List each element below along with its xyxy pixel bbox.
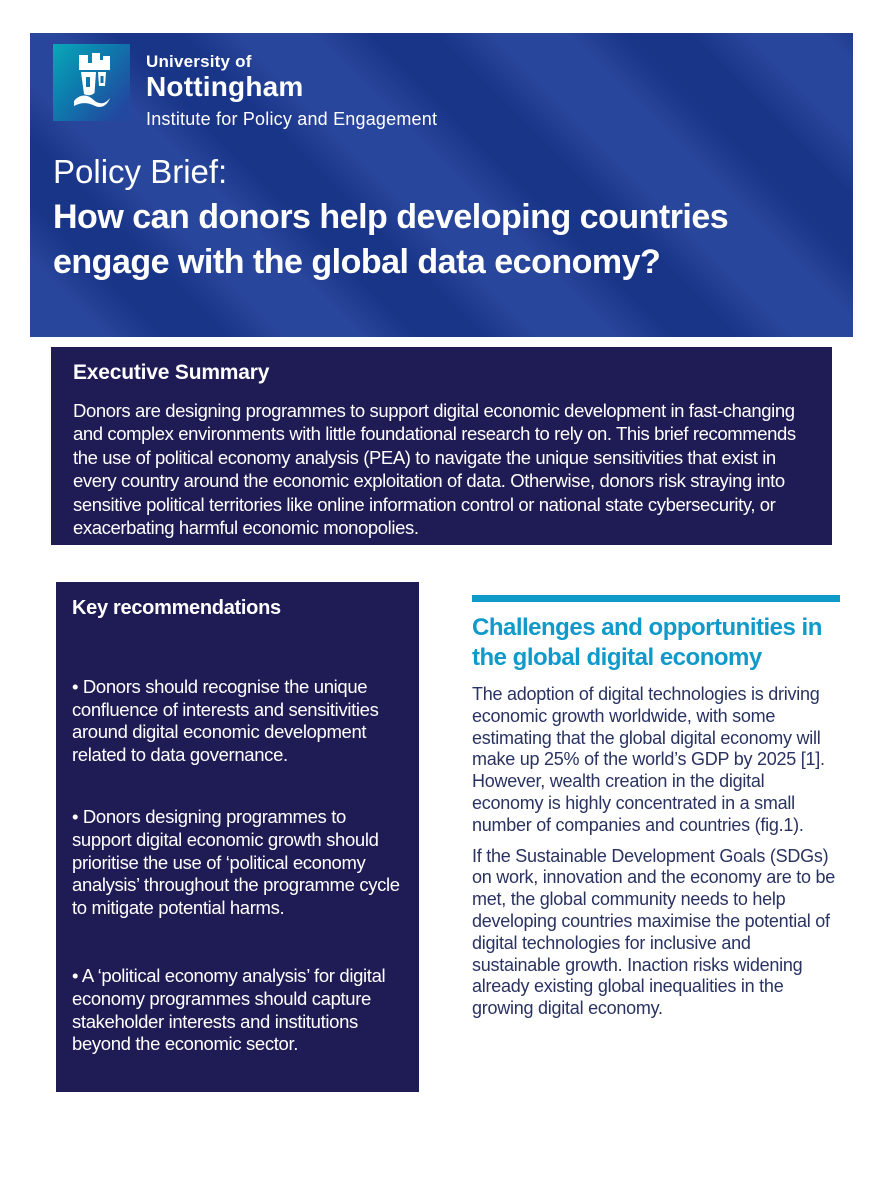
recommendation-item: • Donors should recognise the unique confluence of interests and sensitivities around digital economic development related to data governance. — [72, 676, 379, 765]
key-recommendations-box — [56, 582, 419, 1092]
header-banner — [30, 33, 853, 337]
recommendation-item: • Donors designing programmes to support digital economic growth should prioritise the use of ‘political economy analysis’ throughout the programme cycle to mitigate potential harms. — [72, 806, 400, 918]
logo-text — [146, 52, 437, 131]
challenges-paragraph: If the Sustainable Development Goals (SDGs) on work, innovation and the economy are to be met, the global community needs to help developing countries maximise the potential of digital technologies for inclusive and sustainable growth. Inaction risks widening already existing global inequalities in the growing digital economy. — [472, 845, 835, 1019]
title-line-1: How can donors help developing countries — [53, 198, 729, 236]
title-line-2: engage with the global data economy? — [53, 243, 661, 281]
title-prefix: Policy Brief: — [53, 153, 228, 190]
challenges-paragraph: The adoption of digital technologies is driving economic growth worldwide, with some estimating that the global digital economy will make up 25% of the world’s GDP by 2025 [1]. However, wealth creation in the digital economy is highly concentrated in a small number of companies and countries (fig.1). — [472, 684, 825, 835]
castle-icon — [67, 52, 117, 114]
key-recommendations-heading: Key recommendations — [72, 597, 281, 619]
challenges-heading: Challenges and opportunities in the global digital economy — [472, 614, 822, 671]
executive-summary-box — [51, 347, 832, 545]
logo-square — [53, 44, 130, 121]
recommendation-item: • A ‘political economy analysis’ for digital economy programmes should capture stakeholder interests and institutions beyond the economic sector. — [72, 965, 386, 1055]
logo-university-of: University of — [146, 52, 252, 71]
challenges-section — [472, 595, 840, 1029]
section-accent-bar — [472, 595, 840, 602]
logo-nottingham: Nottingham — [146, 71, 304, 102]
executive-summary-heading: Executive Summary — [73, 361, 270, 384]
page-title — [53, 149, 838, 285]
executive-summary-body: Donors are designing programmes to support digital economic development in fast-changing and complex environments with little foundational research to rely on. This brief recommends the use of political economy analysis (PEA) to navigate the unique sensitivities that exist in every country around the economic exploitation of data. Otherwise, donors risk straying into sensitive political territories like online information control or national state cybersecurity, or exacerbating harmful economic monopolies. — [73, 400, 796, 539]
logo-institute: Institute for Policy and Engagement — [146, 109, 438, 129]
